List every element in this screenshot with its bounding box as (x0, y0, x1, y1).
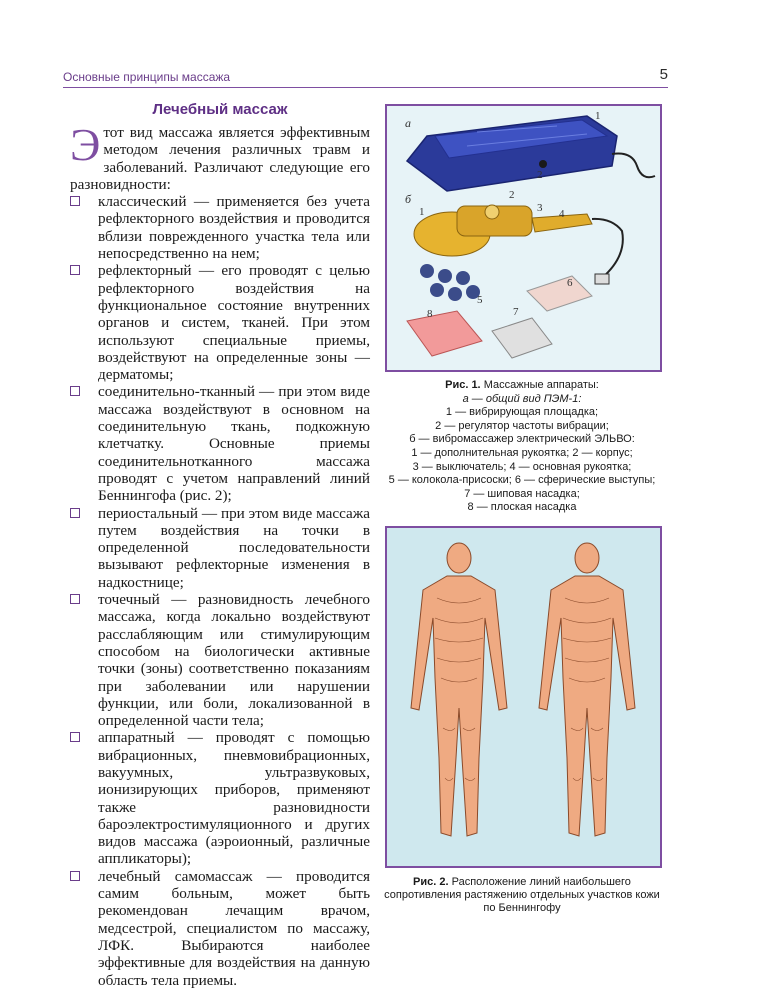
label-b: б (405, 192, 412, 206)
figure1-caption: Рис. 1. Массажные аппараты: а — общий вид ПЭМ-1: 1 — вибрирующая площадка; 2 — регулятор частоты вибрации; б — вибромассажер электрический ЭЛЬВО: 1 — дополнительная рукоятка; 2 — корпус; 3 — выключатель; 4 — основная рукоятка; 5 — колокола-присоски; 6 — сферические выступы; 7 — шиповая насадка; 8 — плоская насадка (388, 379, 656, 514)
label-8: 8 (427, 308, 433, 320)
figure-massage-devices (385, 104, 662, 372)
massage-types-list (70, 193, 370, 989)
list-item: лечебный самомассаж — проводится самим больным, может быть рекомендован лечащим врачом, медсестрой, специалистом по массажу, ЛФК. Выбираются наиболее эффективные для воздействия на данную область тела приемы. (70, 868, 370, 989)
square-bullet-icon (70, 594, 80, 604)
square-bullet-icon (70, 732, 80, 742)
running-header (63, 66, 668, 88)
figure2-caption (382, 876, 662, 915)
label-a: а (405, 116, 411, 130)
list-item: периостальный — при этом виде массажа путем воздействия на точки в определенной последовательности вызывают рефлекторные изменения в надкостнице; (70, 505, 370, 591)
list-item: точечный — разновидность лечебного массажа, когда локально воздействуют расслабляющим или стимулирующим способом на биологически активные точки (зоны) соответственно показаниям при заболевании или нарушении функции, или боли, локализованной в определенной части тела; (70, 591, 370, 729)
figure-benninghoff-lines (385, 526, 662, 868)
intro-paragraph (70, 119, 370, 193)
label-3: 3 (537, 202, 543, 214)
square-bullet-icon (70, 871, 80, 881)
label-4: 4 (559, 208, 565, 220)
list-item: аппаратный — проводят с помощью вибрационных, пневмовибрационных, вакуумных, ультразвуковых, ионизирующих приборов, применяют также разновидности бароэлектростимуляционного и других видов массажа (аэроионный, различные аппликаторы); (70, 729, 370, 867)
main-text-column (70, 101, 370, 989)
label-7: 7 (513, 306, 519, 318)
figure2-caption-title: Рис. 2. (413, 876, 449, 888)
figure2-caption-text: Расположение линий наибольшего сопротивления растяжению отдельных участков кожи по Беннингофу (384, 876, 660, 914)
label-2b: 2 (509, 189, 515, 201)
square-bullet-icon (70, 508, 80, 518)
list-item: соединительно-тканный — при этом виде массажа воздействуют в основном на соединительную ткань, подкожную клетчатку. Основные приемы соединительнотканного массажа проводят с учетом направлений линий Беннингофа (рис. 2); (70, 383, 370, 504)
list-item: рефлекторный — его проводят с целью рефлекторного воздействия на функциональное состояние внутренних органов и систем, тканей. При этом используют специальные приемы, воздействуют на определенные зоны — дерматомы; (70, 262, 370, 383)
square-bullet-icon (70, 196, 80, 206)
figure1-caption-title: Рис. 1. (445, 379, 481, 391)
section-title: Основные принципы массажа (63, 70, 231, 84)
section-heading: Лечебный массаж (152, 101, 288, 118)
label-5: 5 (477, 294, 483, 306)
square-bullet-icon (70, 386, 80, 396)
body-lines-illustration (387, 528, 660, 866)
page-number: 5 (659, 66, 668, 83)
label-1a: 1 (595, 110, 601, 122)
list-item: классический — применяется без учета рефлекторного воздействия и проводится вблизи поврежденного участка тела или непосредственно на нем; (70, 193, 370, 262)
header-rule (63, 87, 668, 88)
drop-cap: Э (70, 119, 101, 170)
label-6: 6 (567, 277, 573, 289)
square-bullet-icon (70, 265, 80, 275)
intro-text: тот вид массажа является эффективным методом лечения различных травм и заболеваний. Различают следующие его разновидности: (70, 124, 370, 193)
label-2a: 2 (537, 169, 543, 181)
label-1b: 1 (419, 206, 425, 218)
massage-devices-illustration (387, 106, 660, 370)
